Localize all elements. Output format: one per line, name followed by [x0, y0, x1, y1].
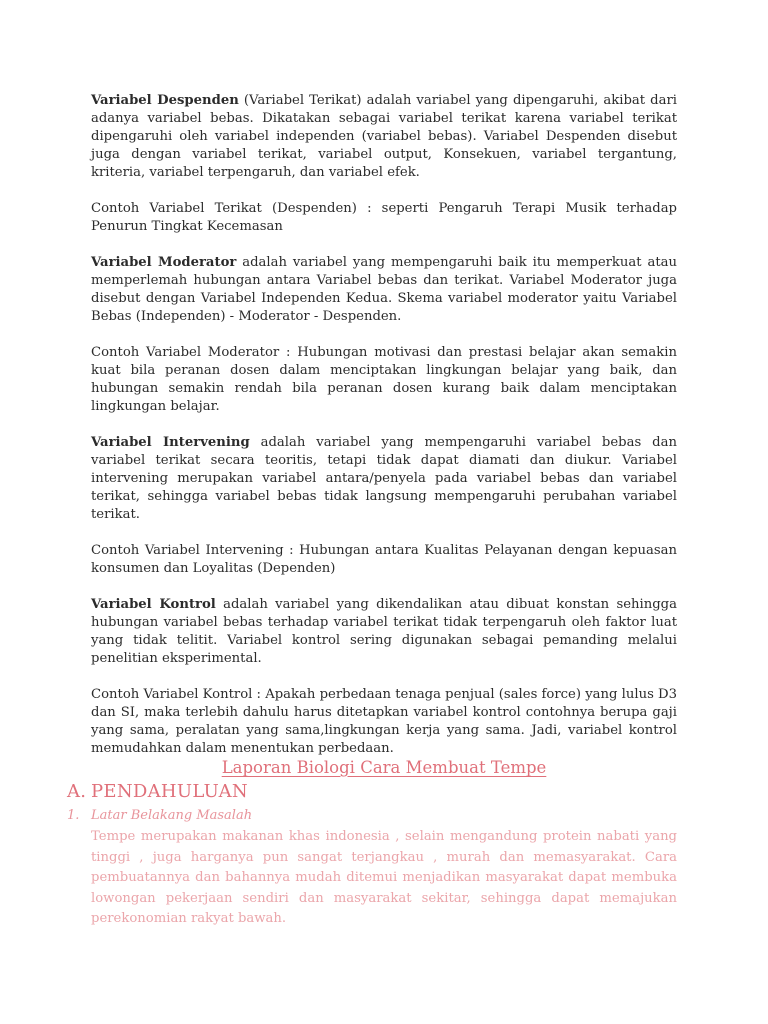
paragraph-text: adalah variabel yang dikendalikan atau dibuat konstan sehingga hubungan variabel bebas terhadap variabel terikat tidak terpengaruh oleh faktor luat yang tidak telitit. Variabel kontrol sering digunakan sebagai pemanding melalui penelitian eksperimental.	[91, 597, 677, 666]
paragraph-control-example	[91, 686, 677, 758]
section-number: A.	[67, 781, 87, 802]
subsection-heading	[67, 808, 252, 823]
variable-definitions	[91, 92, 677, 776]
document-title: Laporan Biologi Cara Membuat Tempe	[221, 758, 547, 777]
paragraph-dependent	[91, 92, 677, 182]
paragraph-text: adalah variabel yang mempengaruhi variabel bebas dan variabel terikat secara teoritis, tetapi tidak dapat diamati dan diukur. Variabel intervening merupakan variabel antara/penyela pada variabel bebas dan variabel terikat, sehingga variabel bebas tidak langsung mempengaruhi perubahan variabel terikat.	[91, 435, 677, 522]
section-heading	[67, 781, 248, 802]
paragraph-text: Contoh Variabel Intervening : Hubungan antara Kualitas Pelayanan dengan kepuasan konsumen dan Loyalitas (Dependen)	[91, 543, 677, 576]
paragraph-moderator-example	[91, 344, 677, 416]
paragraph-intervening	[91, 434, 677, 524]
term-label: Variabel Despenden	[91, 93, 239, 108]
paragraph-text: Contoh Variabel Moderator : Hubungan motivasi dan prestasi belajar akan semakin kuat bila peranan dosen dalam menciptakan lingkungan belajar yang baik, dan hubungan semakin rendah bila peranan dosen kurang baik dalam menciptakan lingkungan belajar.	[91, 345, 677, 414]
subsection-number: 1.	[67, 808, 80, 823]
term-label: Variabel Moderator	[91, 255, 237, 270]
subsection-title: Latar Belakang Masalah	[91, 808, 253, 823]
paragraph-dependent-example	[91, 200, 677, 236]
paragraph-control	[91, 596, 677, 668]
paragraph-text: Contoh Variabel Terikat (Despenden) : seperti Pengaruh Terapi Musik terhadap Penurun Tingkat Kecemasan	[91, 201, 677, 234]
paragraph-text: adalah variabel yang mempengaruhi baik itu memperkuat atau memperlemah hubungan antara Variabel bebas dan terikat. Variabel Moderator juga disebut dengan Variabel Independen Kedua. Skema variabel moderator yaitu Variabel Bebas (Independen) - Moderator - Despenden.	[91, 255, 677, 324]
paragraph-moderator	[91, 254, 677, 326]
paragraph-intervening-example	[91, 542, 677, 578]
term-label: Variabel Kontrol	[91, 597, 216, 612]
paragraph-text: (Variabel Terikat) adalah variabel yang dipengaruhi, akibat dari adanya variabel bebas. Dikatakan sebagai variabel terikat karena variabel terikat dipengaruhi oleh variabel independen (variabel bebas). Variabel Despenden disebut juga dengan variabel terikat, variabel output, Konsekuen, variabel tergantung, kriteria, variabel terpengaruh, dan variabel efek.	[91, 93, 677, 180]
paragraph-text: Contoh Variabel Kontrol : Apakah perbedaan tenaga penjual (sales force) yang lulus D3 dan SI, maka terlebih dahulu harus ditetapkan variabel kontrol contohnya berupa gaji yang sama, peralatan yang sama,lingkungan kerja yang sama. Jadi, variabel kontrol memudahkan dalam menentukan perbedaan.	[91, 687, 677, 756]
term-label: Variabel Intervening	[91, 435, 250, 450]
section-title: PENDAHULUAN	[91, 781, 248, 802]
background-paragraph: Tempe merupakan makanan khas indonesia , selain mengandung protein nabati yang tinggi , juga harganya pun sangat terjangkau , murah dan memasyarakat. Cara pembuatannya dan bahannya mudah ditemui menjadikan masyarakat dapat membuka lowongan pekerjaan sendiri dan masyarakat sekitar, sehingga dapat memajukan perekonomian rakyat bawah.	[91, 829, 677, 926]
